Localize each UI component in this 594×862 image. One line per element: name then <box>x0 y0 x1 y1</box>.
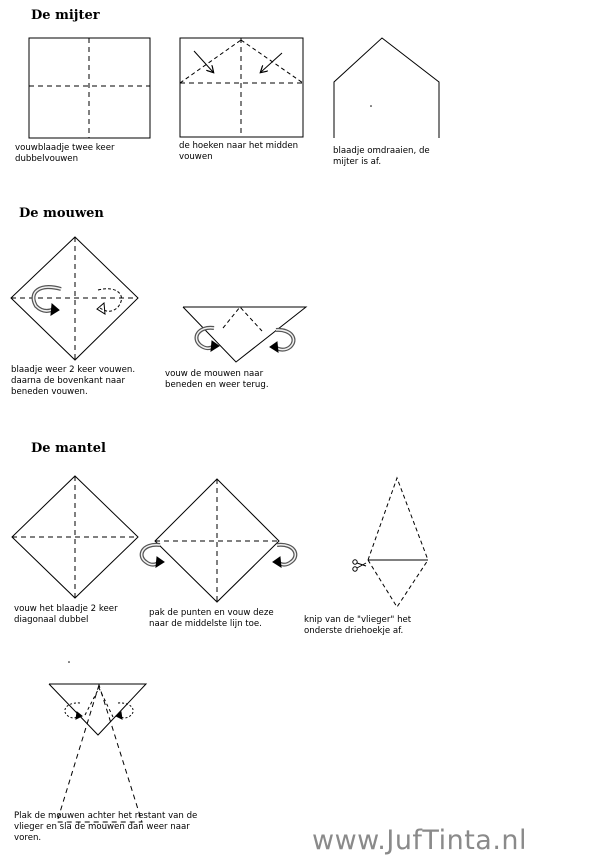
caption-mantel-step-1: vouw het blaadje 2 keer diagonaal dubbel <box>14 604 118 625</box>
mantel-step-3-kite <box>368 478 428 607</box>
mantel-step-1-diamond <box>12 476 138 598</box>
caption-mantel-step-2: pak de punten en vouw deze naar de middelste lijn toe. <box>149 608 274 629</box>
curved-arrow-head <box>51 304 59 315</box>
mijter-step-2-paper <box>180 38 303 137</box>
section-title-mouwen: De mouwen <box>19 206 104 221</box>
caption-mijter-step-2: de hoeken naar het midden vouwen <box>179 141 299 162</box>
curved-arrow-icon <box>98 289 121 311</box>
caption-mijter-step-3: blaadje omdraaien, de mijter is af. <box>333 146 430 167</box>
caption-mouwen-step-2: vouw de mouwen naar beneden en weer terug. <box>165 369 269 390</box>
caption-mantel-step-4: Plak de mouwen achter het restant van de vlieger en sla de mouwen dan weer naar voren. <box>14 811 198 843</box>
watermark: www.JufTinta.nl <box>312 825 528 856</box>
scissors-icon <box>353 560 366 571</box>
caption-mouwen-step-1: blaadje weer 2 keer vouwen. daarna de bovenkant naar beneden vouwen. <box>11 365 136 397</box>
mijter-step-1-paper <box>29 38 150 138</box>
section-title-mantel: De mantel <box>31 441 106 456</box>
mouwen-step-2-triangle <box>183 307 306 362</box>
caption-mijter-step-1: vouwblaadje twee keer dubbelvouwen <box>15 143 115 164</box>
mouwen-step-1-diamond <box>11 237 138 360</box>
mantel-step-2-diamond <box>155 479 279 602</box>
mantel-step-4-figure <box>49 684 146 822</box>
caption-mantel-step-3: knip van de "vlieger" het onderste driehoekje af. <box>304 615 412 636</box>
mijter-step-3-mitre <box>334 38 439 138</box>
section-title-mijter: De mijter <box>31 8 100 23</box>
